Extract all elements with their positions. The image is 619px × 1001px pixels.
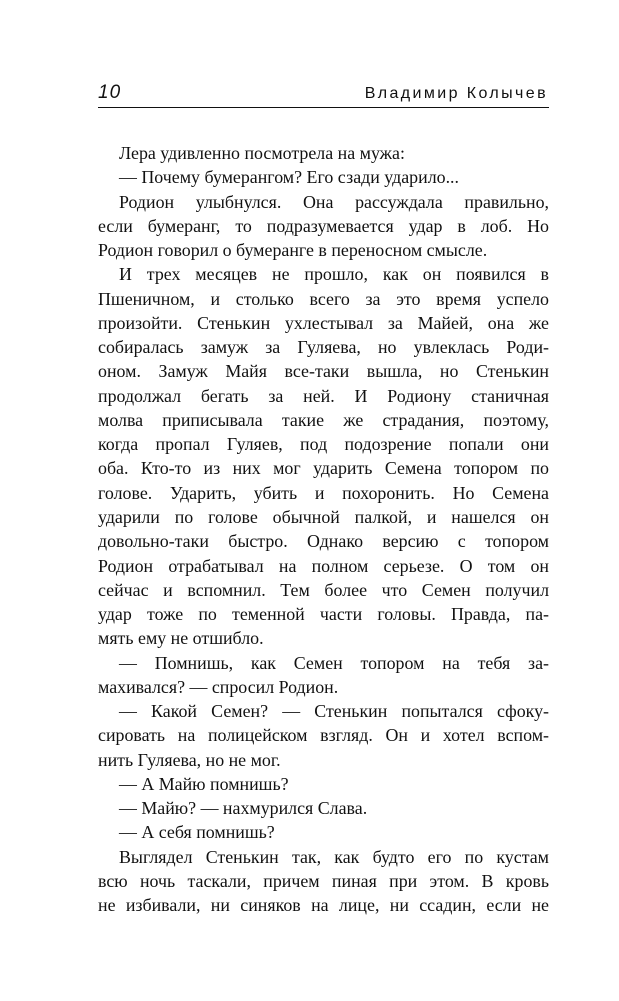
text-line: не избивали, ни синяков на лице, ни ссадин, если не (98, 895, 549, 916)
text-line: махивался? — спросил Родион. (98, 676, 339, 697)
text-line: — Какой Семен? — Стенькин попытался сфоку- (119, 701, 549, 722)
text-line: если бумеранг, то подразумевается удар в лоб. Но (98, 215, 549, 236)
text-line: всю ночь таскали, причем пиная при этом. В кровь (98, 870, 549, 891)
text-line: Выглядел Стенькин так, как будто его по кустам (119, 846, 549, 867)
text-line: Родион улыбнулся. Она рассуждала правильно, (119, 191, 549, 212)
text-line: оба. Кто-то из них мог ударить Семена топором по (98, 458, 549, 479)
text-line: Пшеничном, и столько всего за это время успело (98, 288, 549, 309)
text-line: нить Гуляева, но не мог. (98, 749, 281, 770)
text-line: оном. Замуж Майя все-таки вышла, но Стенькин (98, 361, 549, 382)
text-line: — А себя помнишь? (119, 822, 275, 843)
header-rule (98, 107, 549, 108)
text-line: — Почему бумерангом? Его сзади ударило... (119, 167, 459, 188)
page-number: 10 (98, 82, 122, 103)
text-line: сейчас и вспомнил. Тем более что Семен получил (98, 579, 549, 600)
text-line: Лера удивленно посмотрела на мужа: (119, 143, 405, 163)
text-line: сировать на полицейском взгляд. Он и хотел вспом- (98, 725, 549, 746)
running-head-author: Владимир Колычев (364, 85, 548, 102)
text-line: — Помнишь, как Семен топором на тебя за- (119, 652, 549, 673)
text-line: произойти. Стенькин ухлестывал за Майей, она же (98, 312, 549, 333)
text-line: И трех месяцев не прошло, как он появился в (119, 264, 549, 285)
text-line: голове. Ударить, убить и похоронить. Но Семена (98, 482, 549, 503)
text-line: собиралась замуж за Гуляева, но увлеклась Роди- (98, 337, 549, 358)
text-line: — А Майю помнишь? (119, 773, 289, 794)
text-line: Родион отрабатывал на полном серьезе. О том он (98, 555, 549, 576)
text-line: когда пропал Гуляев, под подозрение попали они (98, 434, 549, 455)
text-line: мять ему не отшибло. (98, 628, 264, 649)
body-text (98, 141, 549, 918)
text-line: Родион говорил о бумеранге в переносном смысле. (98, 240, 488, 261)
text-line: продолжал бегать за ней. И Родиону станичная (98, 385, 549, 406)
text-line: молва приписывала такие же страдания, поэтому, (98, 409, 549, 430)
text-line: довольно-таки быстро. Однако версию с топором (98, 531, 549, 552)
text-line: удар тоже по теменной части головы. Правда, па- (98, 604, 549, 625)
text-line: ударили по голове обычной палкой, и нашелся он (98, 506, 549, 527)
text-line: — Майю? — нахмурился Слава. (119, 798, 368, 819)
